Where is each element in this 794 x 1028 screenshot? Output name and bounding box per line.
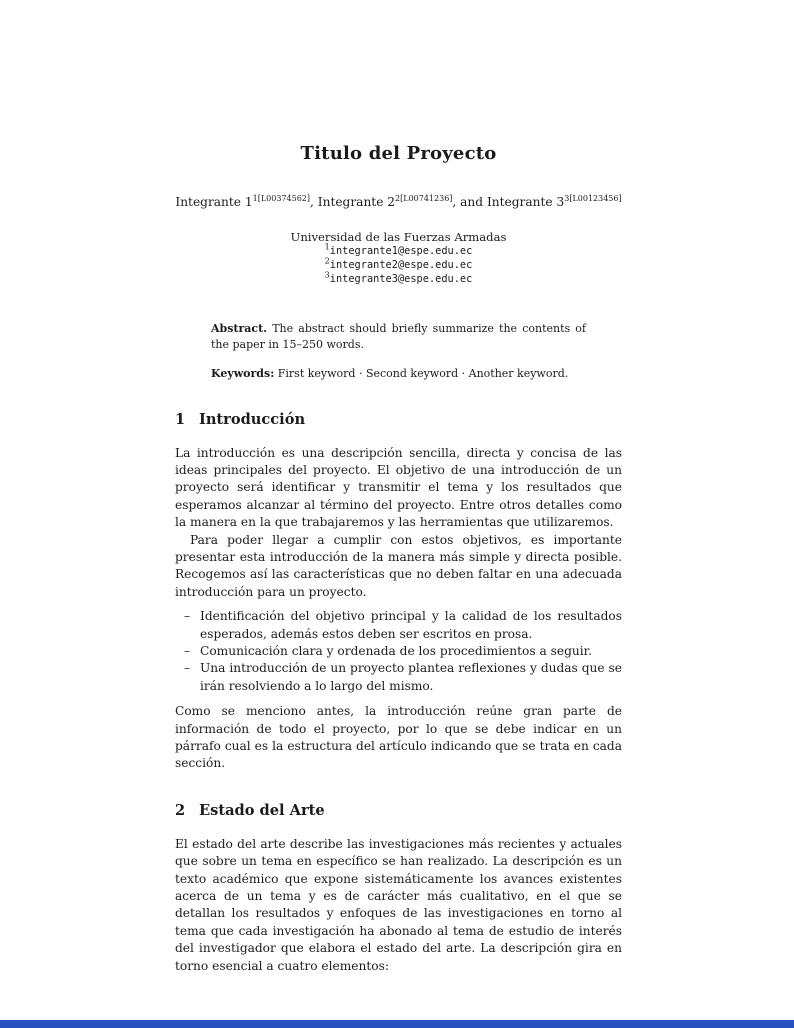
author-3-name: Integrante 3 <box>486 195 565 209</box>
bullet-list <box>175 608 622 695</box>
email-3-address: integrante3@espe.edu.ec <box>329 273 473 285</box>
author-2-email <box>175 258 622 272</box>
section-1-title: Introducción <box>199 410 306 428</box>
section-2-number: 2 <box>175 801 186 819</box>
section-2-title: Estado del Arte <box>199 801 325 819</box>
email-block <box>175 244 622 286</box>
list-item <box>175 660 622 695</box>
email-1-address: integrante1@espe.edu.ec <box>329 245 473 257</box>
abstract-label: Abstract. <box>211 322 268 335</box>
keywords-label: Keywords: <box>211 367 275 380</box>
keywords <box>211 366 586 382</box>
section-1-number: 1 <box>175 410 186 428</box>
section-1-paragraph-1: La introducción es una descripción sencilla, directa y concisa de las ideas principales del proyecto. El objetivo de una introducción de un proyecto será identificar y transmitir el tema y los resultados que esperamos alcanzar al término del proyecto. Entre otros detalles como la manera en la que trabajaremos y las herramientas que utilizaremos. <box>175 445 622 530</box>
list-item <box>175 643 622 660</box>
section-2-paragraph-1: El estado del arte describe las investigaciones más recientes y actuales que sobre un tema en específico se han realizado. La descripción es un texto académico que expone sistemáticamente los avances existentes acerca de un tema y es de carácter más cualitativo, en el que se detallan los resultados y enfoques de las investigaciones en torno al tema que cada investigación ha abonado al tema de estudio de interés del investigador que elabora el estado del arte. La descripción gira en torno esencial a cuatro elementos: <box>175 836 622 973</box>
keywords-text: First keyword · Second keyword · Another keyword. <box>277 367 569 380</box>
list-item-text: Comunicación clara y ordenada de los procedimientos a seguir. <box>200 643 592 658</box>
email-1-sup: 1 <box>324 242 330 252</box>
bottom-bar <box>0 1020 794 1028</box>
section-1-paragraph-3: Como se menciono antes, la introducción reúne gran parte de información de todo el proyecto, por lo que se debe indicar en un párrafo cual es la estructura del artículo indicando que se trata en cada sección. <box>175 704 622 771</box>
author-separator: , <box>310 195 318 209</box>
author-1-id: 1[L00374562] <box>252 193 311 203</box>
author-3-email <box>175 272 622 286</box>
dash-marker: – <box>184 609 191 624</box>
abstract-text: The abstract should briefly summarize the contents of the paper in 15–250 words. <box>211 322 586 351</box>
section-2-heading <box>175 802 622 819</box>
author-2-name: Integrante 2 <box>317 195 396 209</box>
paper-title: Titulo del Proyecto <box>300 143 497 164</box>
list-item-text: Identificación del objetivo principal y la calidad de los resultados esperados, además estos deben ser escritos en prosa. <box>200 609 622 641</box>
abstract <box>211 321 586 352</box>
section-1-paragraph-2: Para poder llegar a cumplir con estos objetivos, es importante presentar esta introducción de la manera más simple y directa posible. Recogemos así las características que no deben faltar en una adecuada introducción para un proyecto. <box>175 532 622 599</box>
email-2-sup: 2 <box>324 256 330 266</box>
email-2-address: integrante2@espe.edu.ec <box>329 259 473 271</box>
author-line <box>175 195 622 209</box>
author-2-id: 2[L00741236] <box>395 193 453 203</box>
author-1-name: Integrante 1 <box>175 195 253 209</box>
list-item-text: Una introducción de un proyecto plantea reflexiones y dudas que se irán resolviendo a lo largo del mismo. <box>200 661 622 693</box>
dash-marker: – <box>184 661 191 676</box>
author-separator: , and <box>452 195 487 209</box>
paper-content <box>175 0 622 975</box>
section-1-heading <box>175 411 622 428</box>
email-3-sup: 3 <box>324 270 330 280</box>
dash-marker: – <box>184 643 191 658</box>
author-1-email <box>175 244 622 258</box>
list-item <box>175 608 622 643</box>
affiliation: Universidad de las Fuerzas Armadas <box>290 230 507 244</box>
author-3-id: 3[L00123456] <box>564 193 622 203</box>
